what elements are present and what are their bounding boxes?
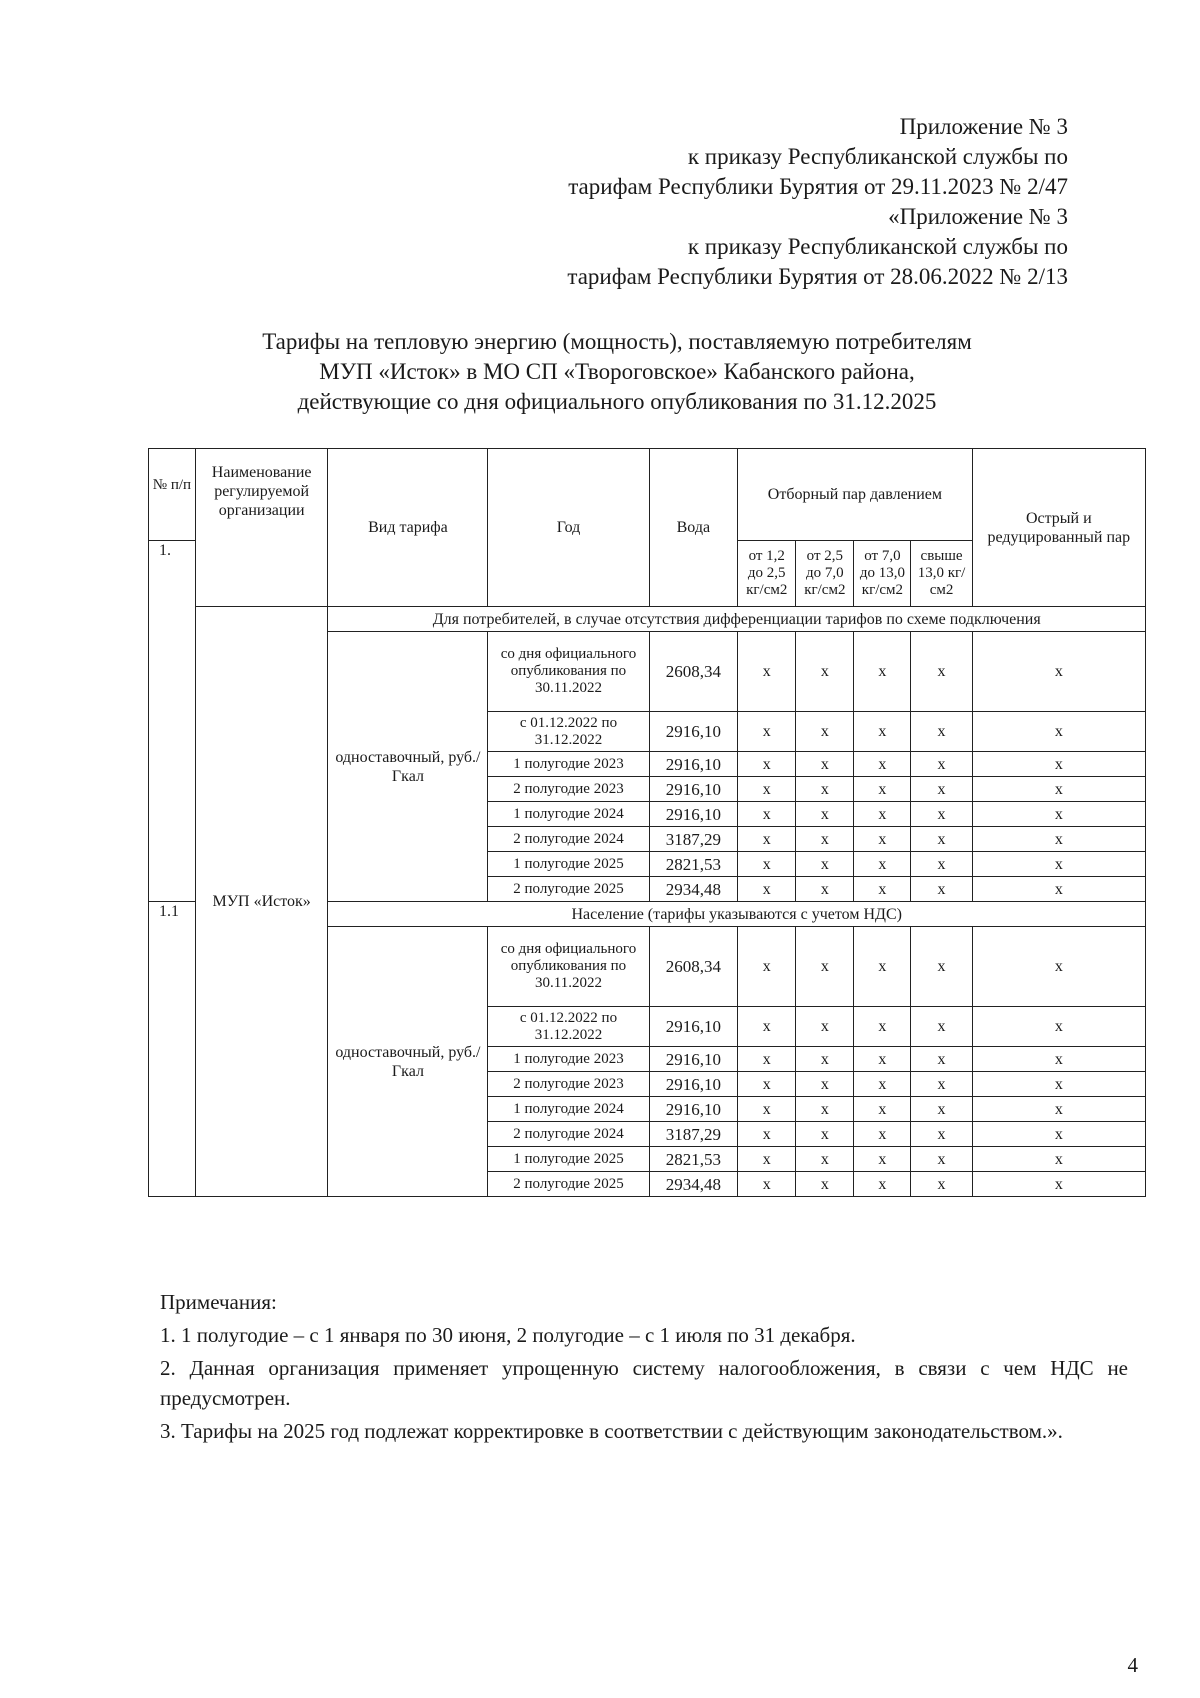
section-num: 1.1: [149, 902, 196, 1197]
header-water: Вода: [649, 449, 738, 607]
steam-2-cell: х: [796, 877, 854, 902]
appendix-header: [567, 112, 1068, 292]
steam-3-cell: х: [854, 827, 911, 852]
steam-1-cell: х: [738, 1122, 796, 1147]
header-steam-1: от 1,2 до 2,5 кг/см2: [738, 541, 796, 607]
header-line: тарифам Республики Бурятия от 29.11.2023 № 2/47: [568, 174, 1068, 199]
period-cell: 2 полугодие 2025: [488, 1172, 649, 1197]
sharp-steam-cell: х: [972, 1147, 1145, 1172]
tariff-type: одноставочный, руб./Гкал: [328, 927, 488, 1197]
period-cell: 2 полугодие 2023: [488, 777, 649, 802]
tariff-table: [148, 448, 1146, 1197]
steam-1-cell: х: [738, 1097, 796, 1122]
steam-2-cell: х: [796, 752, 854, 777]
steam-4-cell: х: [911, 852, 972, 877]
period-cell: 1 полугодие 2024: [488, 802, 649, 827]
steam-4-cell: х: [911, 1007, 972, 1047]
water-tariff-cell: 2916,10: [649, 1072, 738, 1097]
water-tariff-cell: 2916,10: [649, 802, 738, 827]
steam-4-cell: х: [911, 1172, 972, 1197]
section-label: Население (тарифы указываются с учетом НДС): [328, 902, 1146, 927]
steam-2-cell: х: [796, 827, 854, 852]
sharp-steam-cell: х: [972, 1007, 1145, 1047]
steam-1-cell: х: [738, 877, 796, 902]
steam-1-cell: х: [738, 1047, 796, 1072]
steam-3-cell: х: [854, 1072, 911, 1097]
header-tariff-type: Вид тарифа: [328, 449, 488, 607]
steam-3-cell: х: [854, 1122, 911, 1147]
steam-1-cell: х: [738, 827, 796, 852]
steam-3-cell: х: [854, 1172, 911, 1197]
steam-2-cell: х: [796, 1172, 854, 1197]
notes-heading: Примечания:: [160, 1290, 277, 1314]
steam-1-cell: х: [738, 632, 796, 712]
header-steam-2: от 2,5 до 7,0 кг/см2: [796, 541, 854, 607]
steam-2-cell: х: [796, 1072, 854, 1097]
steam-1-cell: х: [738, 712, 796, 752]
water-tariff-cell: 3187,29: [649, 827, 738, 852]
section-num: 1.: [149, 541, 196, 902]
water-tariff-cell: 2916,10: [649, 777, 738, 802]
water-tariff-cell: 2916,10: [649, 1047, 738, 1072]
steam-2-cell: х: [796, 1122, 854, 1147]
steam-4-cell: х: [911, 777, 972, 802]
steam-1-cell: х: [738, 1172, 796, 1197]
water-tariff-cell: 2934,48: [649, 877, 738, 902]
sharp-steam-cell: х: [972, 1122, 1145, 1147]
sharp-steam-cell: х: [972, 802, 1145, 827]
sharp-steam-cell: х: [972, 777, 1145, 802]
period-cell: 2 полугодие 2024: [488, 1122, 649, 1147]
header-line: к приказу Республиканской службы по: [687, 234, 1068, 259]
steam-4-cell: х: [911, 827, 972, 852]
sharp-steam-cell: х: [972, 1097, 1145, 1122]
steam-2-cell: х: [796, 712, 854, 752]
steam-3-cell: х: [854, 927, 911, 1007]
water-tariff-cell: 2608,34: [649, 927, 738, 1007]
steam-3-cell: х: [854, 802, 911, 827]
steam-4-cell: х: [911, 712, 972, 752]
steam-1-cell: х: [738, 927, 796, 1007]
period-cell: со дня официального опубликования по 30.11.2022: [488, 632, 649, 712]
title-line: МУП «Исток» в МО СП «Твороговское» Кабанского района,: [319, 359, 915, 384]
period-cell: 1 полугодие 2023: [488, 1047, 649, 1072]
steam-3-cell: х: [854, 1047, 911, 1072]
steam-1-cell: х: [738, 752, 796, 777]
header-org: Наименование регулируемой организации: [195, 449, 328, 607]
steam-4-cell: х: [911, 877, 972, 902]
steam-2-cell: х: [796, 927, 854, 1007]
header-steam-4: свыше 13,0 кг/см2: [911, 541, 972, 607]
period-cell: с 01.12.2022 по 31.12.2022: [488, 1007, 649, 1047]
water-tariff-cell: 2934,48: [649, 1172, 738, 1197]
steam-1-cell: х: [738, 1072, 796, 1097]
water-tariff-cell: 2821,53: [649, 852, 738, 877]
period-cell: 2 полугодие 2023: [488, 1072, 649, 1097]
period-cell: 2 полугодие 2024: [488, 827, 649, 852]
steam-4-cell: х: [911, 1122, 972, 1147]
water-tariff-cell: 2608,34: [649, 632, 738, 712]
steam-2-cell: х: [796, 1097, 854, 1122]
steam-2-cell: х: [796, 777, 854, 802]
steam-4-cell: х: [911, 752, 972, 777]
steam-2-cell: х: [796, 1047, 854, 1072]
sharp-steam-cell: х: [972, 712, 1145, 752]
steam-4-cell: х: [911, 1072, 972, 1097]
period-cell: с 01.12.2022 по 31.12.2022: [488, 712, 649, 752]
water-tariff-cell: 3187,29: [649, 1122, 738, 1147]
sharp-steam-cell: х: [972, 632, 1145, 712]
steam-3-cell: х: [854, 712, 911, 752]
sharp-steam-cell: х: [972, 1072, 1145, 1097]
steam-3-cell: х: [854, 1007, 911, 1047]
sharp-steam-cell: х: [972, 927, 1145, 1007]
header-sharp-steam: Острый и редуцированный пар: [972, 449, 1145, 607]
water-tariff-cell: 2916,10: [649, 752, 738, 777]
steam-4-cell: х: [911, 1047, 972, 1072]
steam-3-cell: х: [854, 1147, 911, 1172]
header-line: Приложение № 3: [899, 114, 1068, 139]
steam-1-cell: х: [738, 777, 796, 802]
water-tariff-cell: 2916,10: [649, 1097, 738, 1122]
steam-4-cell: х: [911, 1147, 972, 1172]
steam-4-cell: х: [911, 632, 972, 712]
steam-1-cell: х: [738, 1007, 796, 1047]
period-cell: 1 полугодие 2023: [488, 752, 649, 777]
steam-3-cell: х: [854, 752, 911, 777]
header-line: «Приложение № 3: [888, 204, 1068, 229]
title-line: действующие со дня официального опубликования по 31.12.2025: [297, 389, 937, 414]
note-item: 1. 1 полугодие – с 1 января по 30 июня, 2 полугодие – с 1 июля по 31 декабря.: [160, 1323, 856, 1347]
water-tariff-cell: 2916,10: [649, 1007, 738, 1047]
period-cell: 2 полугодие 2025: [488, 877, 649, 902]
steam-3-cell: х: [854, 1097, 911, 1122]
steam-2-cell: х: [796, 1007, 854, 1047]
steam-2-cell: х: [796, 1147, 854, 1172]
steam-1-cell: х: [738, 802, 796, 827]
steam-4-cell: х: [911, 802, 972, 827]
period-cell: 1 полугодие 2024: [488, 1097, 649, 1122]
steam-3-cell: х: [854, 632, 911, 712]
header-num: № п/п: [149, 449, 196, 541]
water-tariff-cell: 2821,53: [649, 1147, 738, 1172]
page-number: 4: [1127, 1653, 1138, 1677]
steam-2-cell: х: [796, 852, 854, 877]
period-cell: 1 полугодие 2025: [488, 852, 649, 877]
period-cell: 1 полугодие 2025: [488, 1147, 649, 1172]
steam-2-cell: х: [796, 802, 854, 827]
steam-2-cell: х: [796, 632, 854, 712]
header-steam-group: Отборный пар давлением: [738, 449, 972, 541]
sharp-steam-cell: х: [972, 1172, 1145, 1197]
sharp-steam-cell: х: [972, 877, 1145, 902]
steam-3-cell: х: [854, 777, 911, 802]
period-cell: со дня официального опубликования по 30.11.2022: [488, 927, 649, 1007]
header-line: тарифам Республики Бурятия от 28.06.2022 № 2/13: [567, 264, 1068, 289]
header-line: к приказу Республиканской службы по: [687, 144, 1068, 169]
title-line: Тарифы на тепловую энергию (мощность), поставляемую потребителям: [262, 329, 972, 354]
steam-3-cell: х: [854, 852, 911, 877]
header-year: Год: [488, 449, 649, 607]
notes: [160, 1287, 1128, 1449]
steam-4-cell: х: [911, 1097, 972, 1122]
note-item: 3. Тарифы на 2025 год подлежат корректировке в соответствии с действующим законодательством.».: [160, 1419, 1063, 1443]
steam-3-cell: х: [854, 877, 911, 902]
section-label: Для потребителей, в случае отсутствия дифференциации тарифов по схеме подключения: [328, 607, 1146, 632]
sharp-steam-cell: х: [972, 827, 1145, 852]
steam-1-cell: х: [738, 1147, 796, 1172]
sharp-steam-cell: х: [972, 752, 1145, 777]
steam-1-cell: х: [738, 852, 796, 877]
sharp-steam-cell: х: [972, 1047, 1145, 1072]
header-steam-3: от 7,0 до 13,0 кг/см2: [854, 541, 911, 607]
document-title: [148, 327, 1086, 417]
water-tariff-cell: 2916,10: [649, 712, 738, 752]
tariff-type: одноставочный, руб./Гкал: [328, 632, 488, 902]
sharp-steam-cell: х: [972, 852, 1145, 877]
note-item: 2. Данная организация применяет упрощенную систему налогообложения, в связи с чем НДС не предусмотрен.: [160, 1356, 1128, 1410]
steam-4-cell: х: [911, 927, 972, 1007]
org-name: МУП «Исток»: [195, 607, 328, 1197]
